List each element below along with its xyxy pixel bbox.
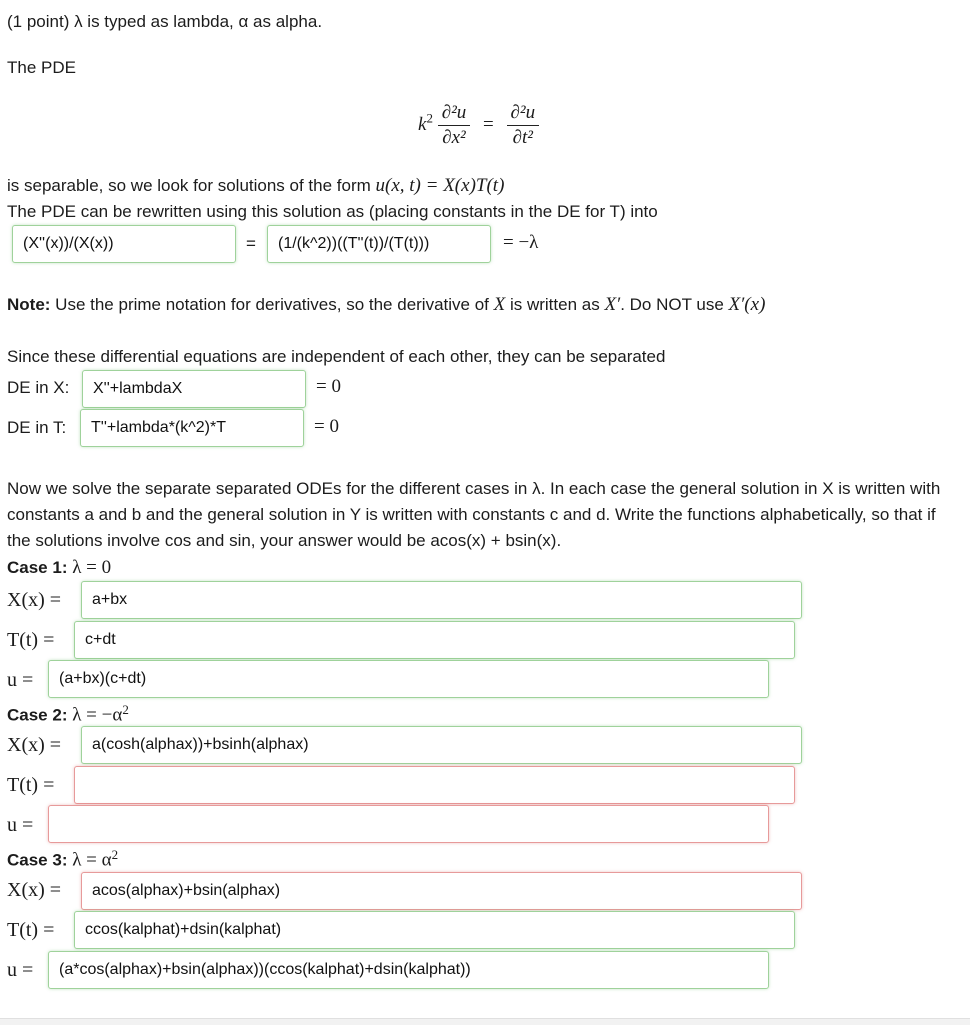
case1-t-input[interactable]	[74, 621, 795, 659]
case2-heading	[7, 702, 129, 727]
pde-lhs-num: ∂²u	[441, 102, 467, 123]
separated-text: Since these differential equations are independent of each other, they can be separated	[7, 347, 666, 366]
de-t-input[interactable]	[80, 409, 304, 447]
pde-equals: =	[483, 113, 494, 135]
note-text: Use the prime notation for derivatives, so the derivative of	[50, 295, 494, 314]
case1-x-input[interactable]	[81, 581, 802, 619]
t-ratio-input[interactable]	[267, 225, 491, 263]
de-t-rhs: = 0	[314, 416, 339, 437]
case3-label: Case 3:	[7, 850, 68, 870]
case2-t-label: T(t) =	[7, 774, 55, 796]
case1-heading	[7, 557, 111, 579]
pde-rhs-num: ∂²u	[510, 102, 536, 123]
rewrite-text: The PDE can be rewritten using this solution as (placing constants in the DE for T) into	[7, 202, 658, 221]
case3-cond-exp: 2	[111, 847, 119, 862]
intro-text: (1 point) λ is typed as lambda, α as alpha.	[7, 12, 323, 31]
case1-label: Case 1:	[7, 558, 68, 577]
case2-u-input[interactable]	[48, 805, 769, 843]
rewrite-equals: =	[246, 234, 256, 253]
case2-x-label: X(x) =	[7, 734, 62, 756]
note-xprime: X′	[604, 294, 621, 315]
case1-x-label: X(x) =	[7, 589, 62, 611]
case3-cond: λ = α	[72, 849, 112, 871]
case3-heading	[7, 847, 118, 872]
pde-rhs-fraction	[507, 102, 540, 149]
case1-cond: λ = 0	[72, 557, 112, 578]
separable-text: is separable, so we look for solutions of the form	[7, 176, 376, 195]
pde-coef: k	[418, 113, 427, 135]
pde-lhs-fraction	[438, 102, 471, 149]
de-t-label: DE in T:	[7, 418, 67, 437]
de-x-rhs: = 0	[316, 376, 341, 397]
case3-x-input[interactable]	[81, 872, 802, 910]
de-x-input[interactable]	[82, 370, 306, 408]
case3-u-label: u =	[7, 959, 34, 981]
pde-lhs-den: ∂x²	[442, 127, 466, 148]
case2-cond: λ = −α	[72, 704, 123, 726]
case3-t-input[interactable]	[74, 911, 795, 949]
case1-u-label: u =	[7, 669, 34, 691]
note-mid2: . Do NOT use	[620, 295, 729, 314]
pde-coef-exp: 2	[426, 110, 433, 126]
de-x-label: DE in X:	[7, 378, 70, 397]
x-ratio-input[interactable]	[12, 225, 236, 263]
note-mid: is written as	[505, 295, 605, 314]
note-x: X	[493, 294, 506, 315]
note-xprimex: X′(x)	[728, 294, 766, 315]
pde-label: The PDE	[7, 58, 76, 77]
case3-x-label: X(x) =	[7, 879, 62, 901]
case1-u-input[interactable]	[48, 660, 769, 698]
pde-rhs-den: ∂t²	[512, 127, 533, 148]
case2-t-input[interactable]	[74, 766, 795, 804]
case2-u-label: u =	[7, 814, 34, 836]
separable-form: u(x, t) = X(x)T(t)	[375, 175, 505, 196]
separable-line	[7, 175, 504, 197]
case2-cond-exp: 2	[122, 702, 129, 717]
note-line	[7, 294, 765, 316]
instructions-text: Now we solve the separate separated ODEs for the different cases in λ. In each case the general solution in X is written with constants a and b and the general solution in Y is written with constants c and d. Write the functions alphabetically, so that if the solutions involve cos and sin, your answer would be acos(x) + bsin(x).	[7, 479, 941, 550]
case3-t-label: T(t) =	[7, 919, 55, 941]
rewrite-rhs: = −λ	[503, 232, 539, 253]
note-bold: Note:	[7, 295, 51, 314]
case2-label: Case 2:	[7, 705, 68, 725]
pde-equation	[418, 102, 539, 149]
case1-t-label: T(t) =	[7, 629, 55, 651]
case2-x-input[interactable]	[81, 726, 802, 764]
case3-u-input[interactable]	[48, 951, 769, 989]
